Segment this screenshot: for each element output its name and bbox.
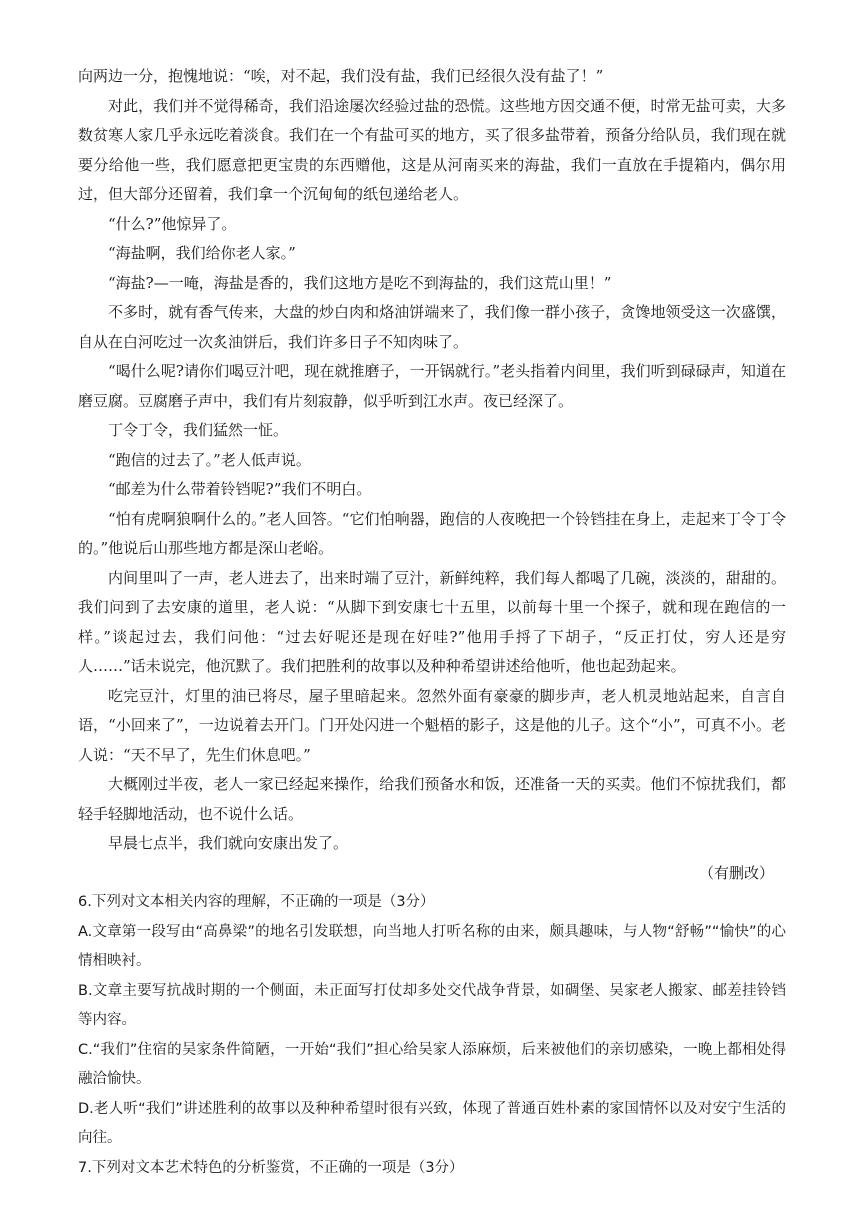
story-paragraph: “邮差为什么带着铃铛呢?”我们不明白。: [108, 480, 372, 498]
story-paragraph: “喝什么呢?请你们喝豆汁吧，现在就推磨子，一开锅就行。”老头指着内间里，我们听到碌碌声，知道在磨豆腐。豆腐磨子声中，我们有片刻寂静，似乎听到江水声。夜已经深了。: [78, 362, 786, 410]
question-7-stem: 7.下列对文本艺术特色的分析鉴赏，不正确的一项是（3分）: [78, 1159, 464, 1176]
question-6-stem: 6.下列对文本相关内容的理解，不正确的一项是（3分）: [78, 894, 435, 910]
story-paragraph: 对此，我们并不觉得稀奇，我们沿途屡次经验过盐的恐慌。这些地方因交通不便，时常无盐可卖，大多数贫寒人家几乎永远吃着淡食。我们在一个有盐可买的地方，买了很多盐带着，预备分给队员，我们现在就要分给他一些，我们愿意把更宝贵的东西赠他，这是从河南买来的海盐，我们一直放在手提箱内，偶尔用过，但大部分还留着，我们拿一个沉甸甸的纸包递给老人。: [78, 96, 786, 203]
question-6-option-c: C.“我们”住宿的吴家条件简陋，一开始“我们”担心给吴家人添麻烦，后来被他们的亲切感染，一晚上都相处得融洽愉快。: [78, 1041, 786, 1087]
story-paragraph: 早晨七点半，我们就向安康出发了。: [108, 834, 349, 852]
question-6-option-a: A.文章第一段写由“高鼻梁”的地名引发联想，向当地人打听名称的由来，颇具趣味，与人物“舒畅”“愉快”的心情相映衬。: [78, 923, 786, 969]
question-6-option-d: D.老人听“我们”讲述胜利的故事以及种种希望时很有兴致，体现了普通百姓朴素的家国情怀以及对安宁生活的向往。: [78, 1100, 786, 1146]
story-paragraph: “海盐啊，我们给你老人家。”: [108, 244, 296, 262]
document-page: [78, 62, 786, 1183]
story-paragraph: “什么?”他惊异了。: [108, 214, 237, 233]
story-paragraph: 大概刚过半夜，老人一家已经起来操作，给我们预备水和饭，还准备一天的买卖。他们不惊扰我们，都轻手轻脚地活动，也不说什么话。: [78, 775, 786, 823]
story-paragraph: 吃完豆汁，灯里的油已将尽，屋子里暗起来。忽然外面有豪豪的脚步声，老人机灵地站起来，自言自语，“小回来了”，一边说着去开门。门开处闪进一个魁梧的影子，这是他的儿子。这个“小”，可真不小。老人说：“天不早了，先生们休息吧。”: [78, 686, 786, 764]
edit-note: （有删改）: [698, 863, 774, 882]
story-paragraph: “海盐?—一唵，海盐是香的，我们这地方是吃不到海盐的，我们这荒山里！”: [108, 273, 612, 292]
story-paragraph: “跑信的过去了。”老人低声说。: [108, 450, 311, 469]
question-6-option-b: B.文章主要写抗战时期的一个侧面，未正面写打仗却多处交代战争背景，如碉堡、吴家老人搬家、邮差挂铃铛等内容。: [78, 982, 786, 1028]
story-paragraph: “怕有虎啊狼啊什么的。”老人回答。“它们怕响器，跑信的人夜晚把一个铃铛挂在身上，走起来丁令丁令的。”他说后山那些地方都是深山老峪。: [78, 509, 786, 557]
story-paragraph: 不多时，就有香气传来，大盘的炒白肉和烙油饼端来了，我们像一群小孩子，贪馋地领受这一次盛馔，自从在白河吃过一次炙油饼后，我们许多日子不知肉味了。: [78, 303, 786, 351]
story-paragraph: 内间里叫了一声，老人进去了，出来时端了豆汁，新鲜纯粹，我们每人都喝了几碗，淡淡的，甜甜的。我们问到了去安康的道里，老人说：“从脚下到安康七十五里，以前每十里一个探子，就和现在跑信的一样。”谈起过去，我们问他：“过去好呢还是现在好哇?”他用手捋了下胡子，“反正打仗，穷人还是穷人……”话未说完，他沉默了。我们把胜利的故事以及种种希望讲述给他听，他也起劲起来。: [78, 568, 786, 675]
story-paragraph: 向两边一分，抱愧地说：“唉，对不起，我们没有盐，我们已经很久没有盐了！”: [78, 67, 604, 85]
story-paragraph: 丁令丁令，我们猛然一怔。: [108, 421, 289, 439]
